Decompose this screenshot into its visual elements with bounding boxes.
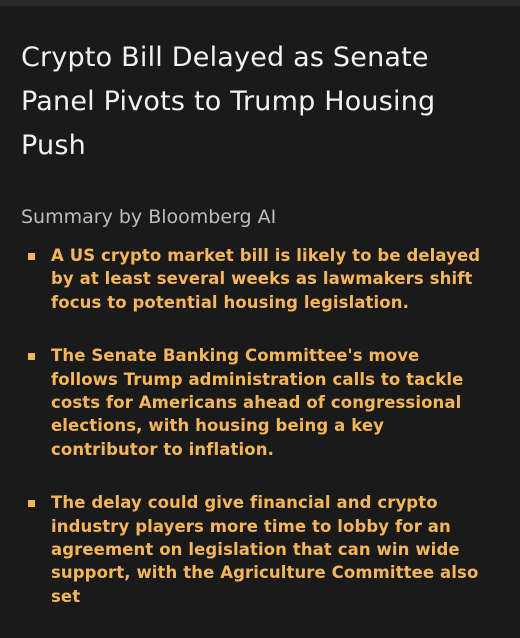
summary-label: Summary by Bloomberg AI bbox=[21, 206, 277, 228]
article-headline: Crypto Bill Delayed as Senate Panel Pivots to Trump Housing Push bbox=[21, 42, 436, 161]
square-bullet-icon bbox=[28, 253, 35, 260]
summary-bullet-text: A US crypto market bill is likely to be delayed by at least several weeks as lawmakers shift focus to potential housing legislation. bbox=[51, 246, 481, 312]
summary-bullet bbox=[21, 244, 491, 314]
summary-bullet bbox=[21, 491, 491, 608]
top-bar bbox=[0, 0, 520, 6]
summary-bullet-list bbox=[21, 244, 491, 608]
article-summary-card bbox=[21, 36, 491, 638]
square-bullet-icon bbox=[28, 500, 35, 507]
summary-bullet-text: The Senate Banking Committee's move follows Trump administration calls to tackle costs for Americans ahead of congressional elections, with housing being a key contributor to inflation. bbox=[51, 346, 464, 459]
summary-bullet-text: The delay could give financial and crypto industry players more time to lobby for an agreement on legislation that can win wide support, with the Agriculture Committee also set bbox=[51, 493, 479, 606]
square-bullet-icon bbox=[28, 353, 35, 360]
summary-bullet bbox=[21, 344, 491, 461]
